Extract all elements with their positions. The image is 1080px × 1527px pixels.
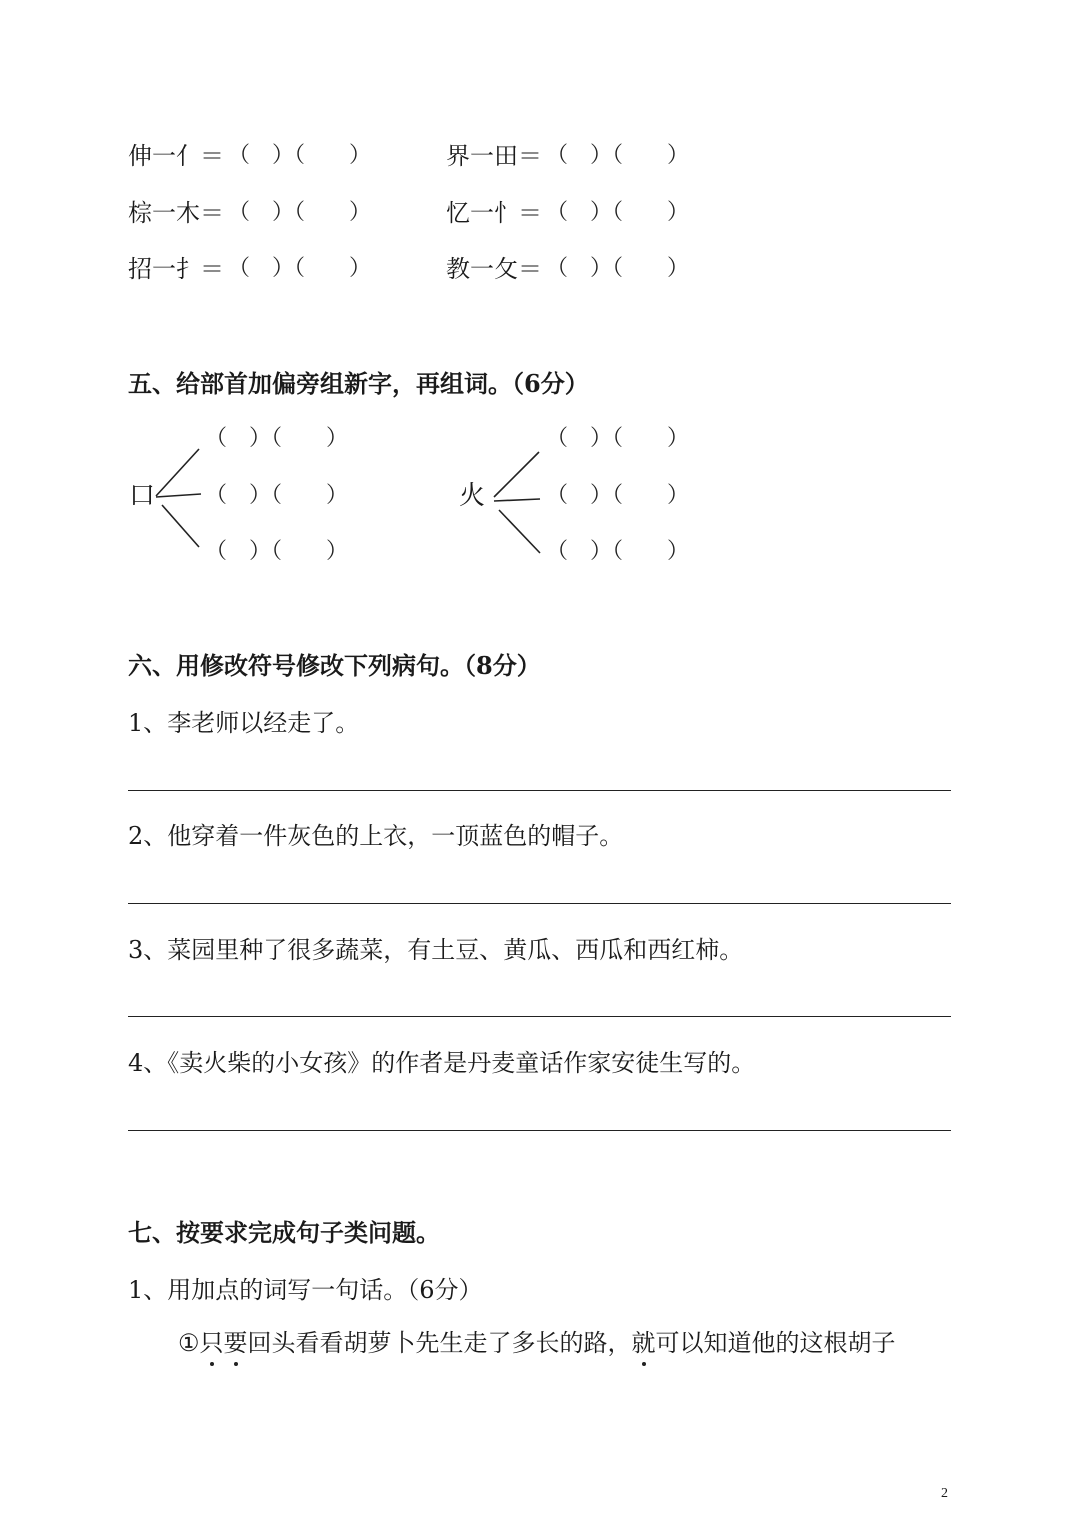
formula-right-term: 忆一忄＝ <box>446 199 542 227</box>
answer-line-3[interactable] <box>128 1016 951 1017</box>
branch-lines-huo <box>494 452 540 553</box>
radical-kou: 口 <box>129 481 156 511</box>
answer-blanks[interactable]: （ ）（ ） <box>546 256 690 281</box>
answer-line-2[interactable] <box>128 903 951 904</box>
answer-blanks[interactable]: （ ）（ ） <box>546 200 690 225</box>
faulty-sentence-1: 1、李老师以经走了。 <box>128 709 360 737</box>
answer-blanks[interactable]: （ ）（ ） <box>546 483 690 508</box>
dotted-word-char: 只 <box>199 1329 224 1357</box>
formula-left-term: 伸一亻＝ <box>128 142 224 170</box>
answer-line-1[interactable] <box>128 790 951 791</box>
answer-line-4[interactable] <box>128 1130 951 1131</box>
dotted-word-char: 要 <box>223 1329 248 1357</box>
circled-number: ① <box>178 1329 200 1357</box>
faulty-sentence-4: 4、《卖火柴的小女孩》的作者是丹麦童话作家安徒生写的。 <box>128 1049 756 1077</box>
example-sentence <box>178 1328 896 1358</box>
formula-right-term: 教一攵＝ <box>446 255 542 283</box>
sentence-tail: 可以知道他的这根胡子 <box>655 1329 896 1357</box>
answer-blanks[interactable]: （ ）（ ） <box>546 426 690 451</box>
formula-left-term: 招一扌＝ <box>128 255 224 283</box>
answer-blanks[interactable]: （ ）（ ） <box>228 143 372 168</box>
formula-left-term: 棕一木＝ <box>128 199 224 227</box>
section5-heading: 五、给部首加偏旁组新字，再组词。（6分） <box>128 369 589 398</box>
answer-blanks[interactable]: （ ）（ ） <box>205 483 349 508</box>
answer-blanks[interactable]: （ ）（ ） <box>205 539 349 564</box>
answer-blanks[interactable]: （ ）（ ） <box>205 426 349 451</box>
section7-heading: 七、按要求完成句子类问题。 <box>128 1218 440 1247</box>
answer-blanks[interactable]: （ ）（ ） <box>228 200 372 225</box>
section6-heading: 六、用修改符号修改下列病句。（8分） <box>128 651 541 680</box>
faulty-sentence-2: 2、他穿着一件灰色的上衣，一顶蓝色的帽子。 <box>128 822 624 850</box>
faulty-sentence-3: 3、菜园里种了很多蔬菜，有土豆、黄瓜、西瓜和西红柿。 <box>128 936 744 964</box>
page-number: 2 <box>941 1486 948 1501</box>
dotted-word-char: 就 <box>631 1329 656 1357</box>
formula-right-term: 界一田＝ <box>446 142 542 170</box>
sentence-middle: 回头看看胡萝卜先生走了多长的路， <box>247 1329 632 1357</box>
answer-blanks[interactable]: （ ）（ ） <box>228 256 372 281</box>
answer-blanks[interactable]: （ ）（ ） <box>546 143 690 168</box>
branch-lines-kou <box>156 449 201 547</box>
answer-blanks[interactable]: （ ）（ ） <box>546 539 690 564</box>
question-1-prompt: 1、用加点的词写一句话。（6分） <box>128 1276 483 1304</box>
radical-huo: 火 <box>459 481 486 511</box>
